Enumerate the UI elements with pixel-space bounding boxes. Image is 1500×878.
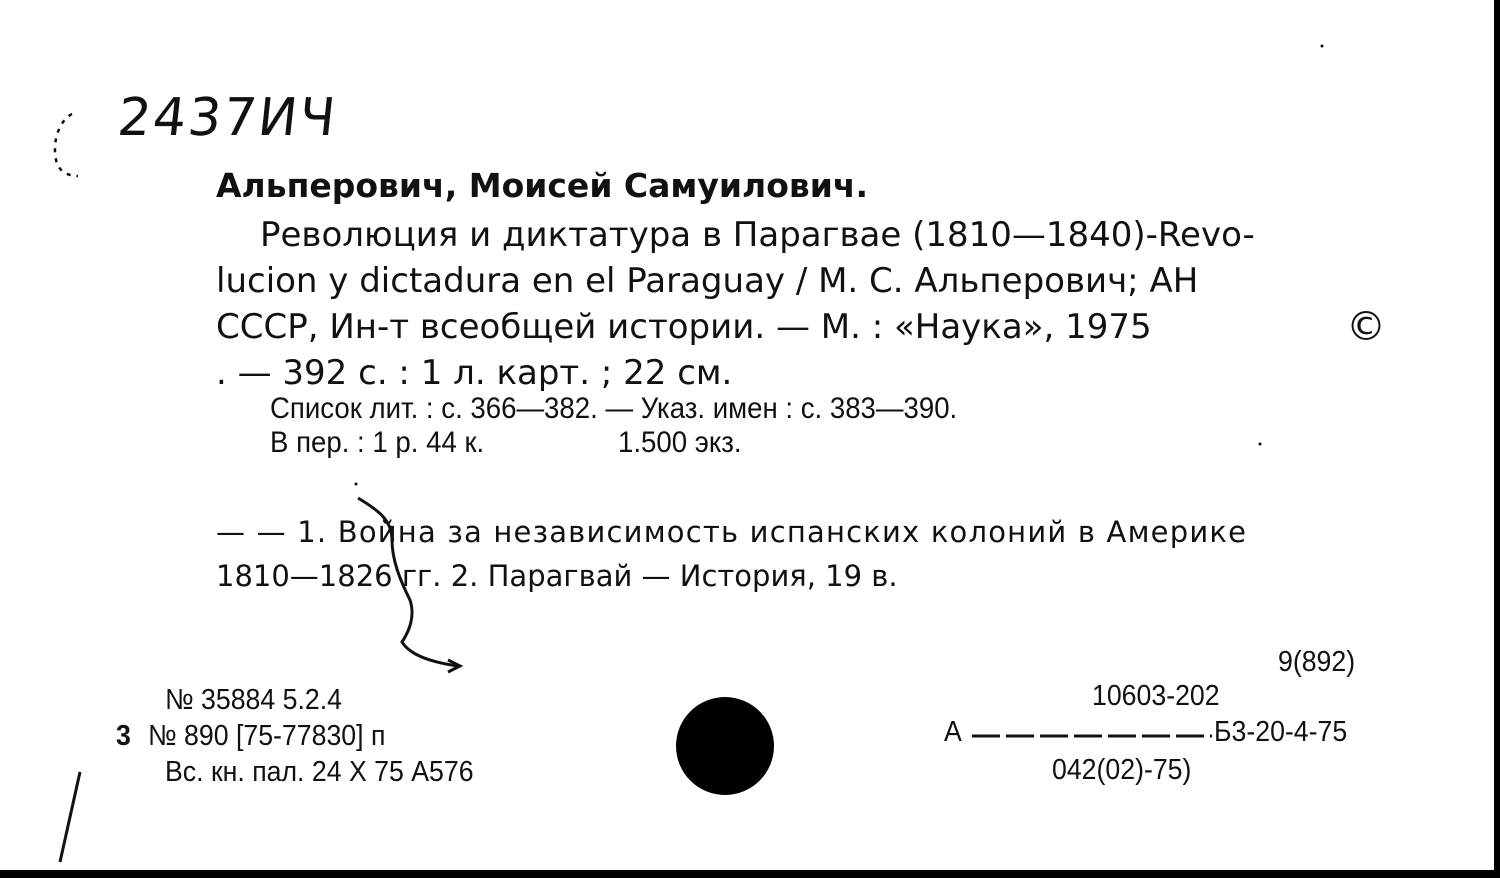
description-line-3: СССР, Ин-т всеобщей истории. — М. : «Наука», 1975 xyxy=(216,307,1152,347)
description-line-4: . — 392 с. : 1 л. карт. ; 22 см. xyxy=(216,353,733,393)
footer-left-line-2: № 890 [75-77830] п xyxy=(148,720,386,752)
speck xyxy=(1259,443,1262,446)
subject-line-2: 1810—1826 гг. 2. Парагвай — История, 19 в. xyxy=(216,559,898,593)
copyright-sign: © xyxy=(1346,304,1386,350)
speck xyxy=(1321,45,1324,48)
card-edge-shadow xyxy=(1494,0,1500,878)
price-binding-note: В пер. : 1 р. 44 к. xyxy=(270,426,485,459)
classification-index: 9(892) xyxy=(1278,646,1356,678)
code-right: Б3-20-4-75 xyxy=(1214,716,1348,748)
print-run-note: 1.500 экз. xyxy=(618,426,742,459)
slash-mark xyxy=(60,772,80,862)
handwritten-inventory-number: 2437ИЧ xyxy=(114,88,341,148)
author-heading: Альперович, Моисей Самуилович. xyxy=(216,166,869,205)
dotted-mark xyxy=(55,114,78,176)
code-top: 10603-202 xyxy=(1092,680,1220,712)
description-line-1: Революция и диктатура в Парагвае (1810—1840)-Revo- xyxy=(260,215,1255,255)
code-bottom: 042(02)-75) xyxy=(1052,754,1192,786)
footer-left-line-1: № 35884 5.2.4 xyxy=(165,684,342,716)
handwritten-arrow xyxy=(358,498,458,666)
footer-left-line-3: Вс. кн. пал. 24 X 75 А576 xyxy=(165,756,474,788)
speck xyxy=(355,483,358,486)
bibliography-note: Список лит. : с. 366—382. — Указ. имен : с. 383—390. xyxy=(270,392,958,425)
code-left-letter: А xyxy=(944,716,962,748)
subject-line-1-text: — — 1. Война за независимость испанских колоний в Америке xyxy=(216,515,1248,549)
description-line-2: lucion y dictadura en el Paraguay / М. С. Альперович; АН xyxy=(216,261,1199,301)
footer-left-prefix: 3 xyxy=(116,720,131,752)
